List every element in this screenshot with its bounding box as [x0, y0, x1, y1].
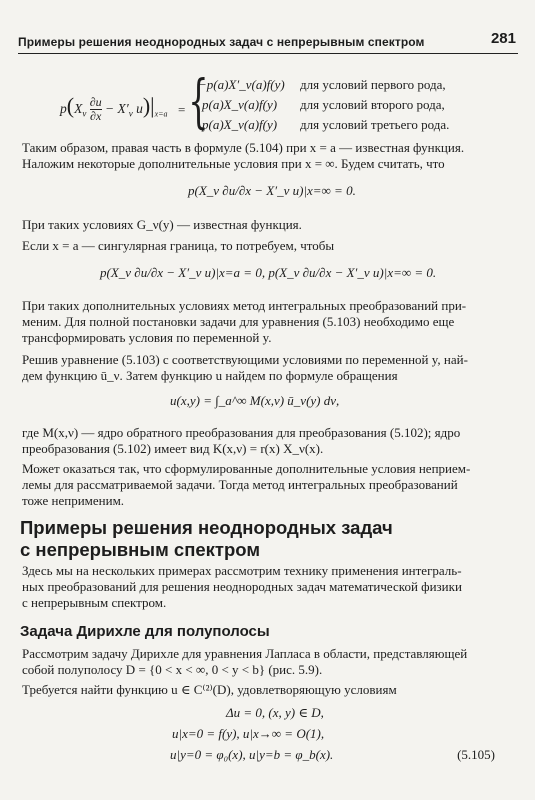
text-line: ных преобразований для решения неоднородных задач математической физики	[22, 579, 462, 594]
text-line: Таким образом, правая часть в формуле (5.104) при x = a — известная функция.	[22, 140, 465, 155]
running-head: Примеры решения неоднородных задач с непрерывным спектром	[18, 35, 425, 49]
equation-boundary-y: u|y=0 = φ₀(x), u|y=b = φ_b(x).	[170, 747, 334, 762]
paragraph-kernel	[22, 425, 500, 457]
section-heading-line: Примеры решения неоднородных задач	[20, 517, 393, 538]
text-line: Если x = a — сингулярная граница, то потребуем, чтобы	[22, 238, 335, 253]
equation-boundary-x: u|x=0 = f(y), u|x→∞ = O(1),	[172, 726, 325, 741]
section-heading	[20, 517, 393, 561]
case-1-condition: для условий первого рода,	[300, 77, 446, 92]
text-line: Может оказаться так, что сформулированные дополнительные условия неприем-	[22, 461, 471, 476]
paragraph-examples-intro	[22, 563, 500, 611]
case-3-condition: для условий третьего рода.	[300, 117, 450, 132]
text-line: При таких дополнительных условиях метод интегральных преобразований при-	[22, 298, 467, 313]
text-line: с непрерывным спектром.	[22, 595, 167, 610]
text-line: Здесь мы на нескольких примерах рассмотрим технику применения интеграль-	[22, 563, 462, 578]
case-2-condition: для условий второго рода,	[300, 97, 445, 112]
page-header	[18, 30, 518, 54]
section-heading-line: с непрерывным спектром	[20, 539, 261, 560]
text-line: лемы для рассматриваемой задачи. Тогда метод интегральных преобразований	[22, 477, 458, 492]
case-3-expr: p(a)X_ν(a)f(y)	[202, 117, 278, 132]
text-line: Наложим некоторые дополнительные условия при x = ∞. Будем считать, что	[22, 156, 445, 171]
text-line: Рассмотрим задачу Дирихле для уравнения Лапласа в области, представляющей	[22, 646, 468, 661]
text-line: меним. Для полной постановки задачи для уравнения (5.103) необходимо еще	[22, 314, 455, 329]
text-line: преобразования (5.102) имеет вид K(x,ν) = r(x) X_ν(x).	[22, 441, 324, 456]
equation-lhs	[60, 92, 168, 123]
equals-sign: =	[178, 102, 186, 117]
text-line: тоже неприменим.	[22, 493, 125, 508]
case-2-expr: p(a)X_ν(a)f(y)	[202, 97, 278, 112]
paragraph-singular-boundary	[22, 238, 500, 254]
equation-lhs-render: $p(X_\nu$ $\frac{\partial u}{\partial x}$ − $X'_\nu$ $u)|_{x=a}$	[60, 92, 168, 123]
text-line: собой полуполосу D = {0 < x < ∞, 0 < y < b} (рис. 5.9).	[22, 662, 323, 677]
text-line: трансформировать условия по переменной y.	[22, 330, 272, 345]
page-number: 281	[490, 30, 516, 47]
equation-inversion-formula: u(x,y) = ∫_a^∞ M(x,ν) ū_ν(y) dν,	[170, 393, 340, 408]
paragraph-known-function	[22, 217, 500, 233]
text-line: где M(x,ν) — ядро обратного преобразования для преобразования (5.102); ядро	[22, 425, 461, 440]
text-line: Решив уравнение (5.103) с соответствующими условиями по переменной y, най-	[22, 352, 468, 367]
text-line: При таких условиях G_ν(y) — известная функция.	[22, 217, 302, 232]
equation-laplace: Δu = 0, (x, y) ∈ D,	[226, 705, 324, 720]
subsection-heading: Задача Дирихле для полуполосы	[20, 623, 270, 640]
paragraph-not-applicable	[22, 461, 500, 509]
case-brace: {	[188, 67, 209, 135]
equation-number: (5.105)	[457, 747, 495, 762]
paragraph-solve-equation	[22, 352, 500, 384]
text-line: Требуется найти функцию u ∈ C⁽²⁾(D), удовлетворяющую условиям	[22, 682, 397, 697]
equation-condition-infinity: p(X_ν ∂u/∂x − X′_ν u)|x=∞ = 0.	[188, 183, 356, 198]
equation-singular-conditions: p(X_ν ∂u/∂x − X′_ν u)|x=a = 0, p(X_ν ∂u/∂x − X′_ν u)|x=∞ = 0.	[100, 265, 437, 280]
paragraph-dirichlet-problem	[22, 646, 500, 678]
paragraph-find-function	[22, 682, 500, 698]
paragraph-right-side-known	[22, 140, 500, 172]
text-line: дем функцию ū_ν. Затем функцию u найдем по формуле обращения	[22, 368, 398, 383]
case-1-expr: −p(a)X′_ν(a)f(y)	[198, 77, 285, 92]
paragraph-method-applicable	[22, 298, 500, 346]
